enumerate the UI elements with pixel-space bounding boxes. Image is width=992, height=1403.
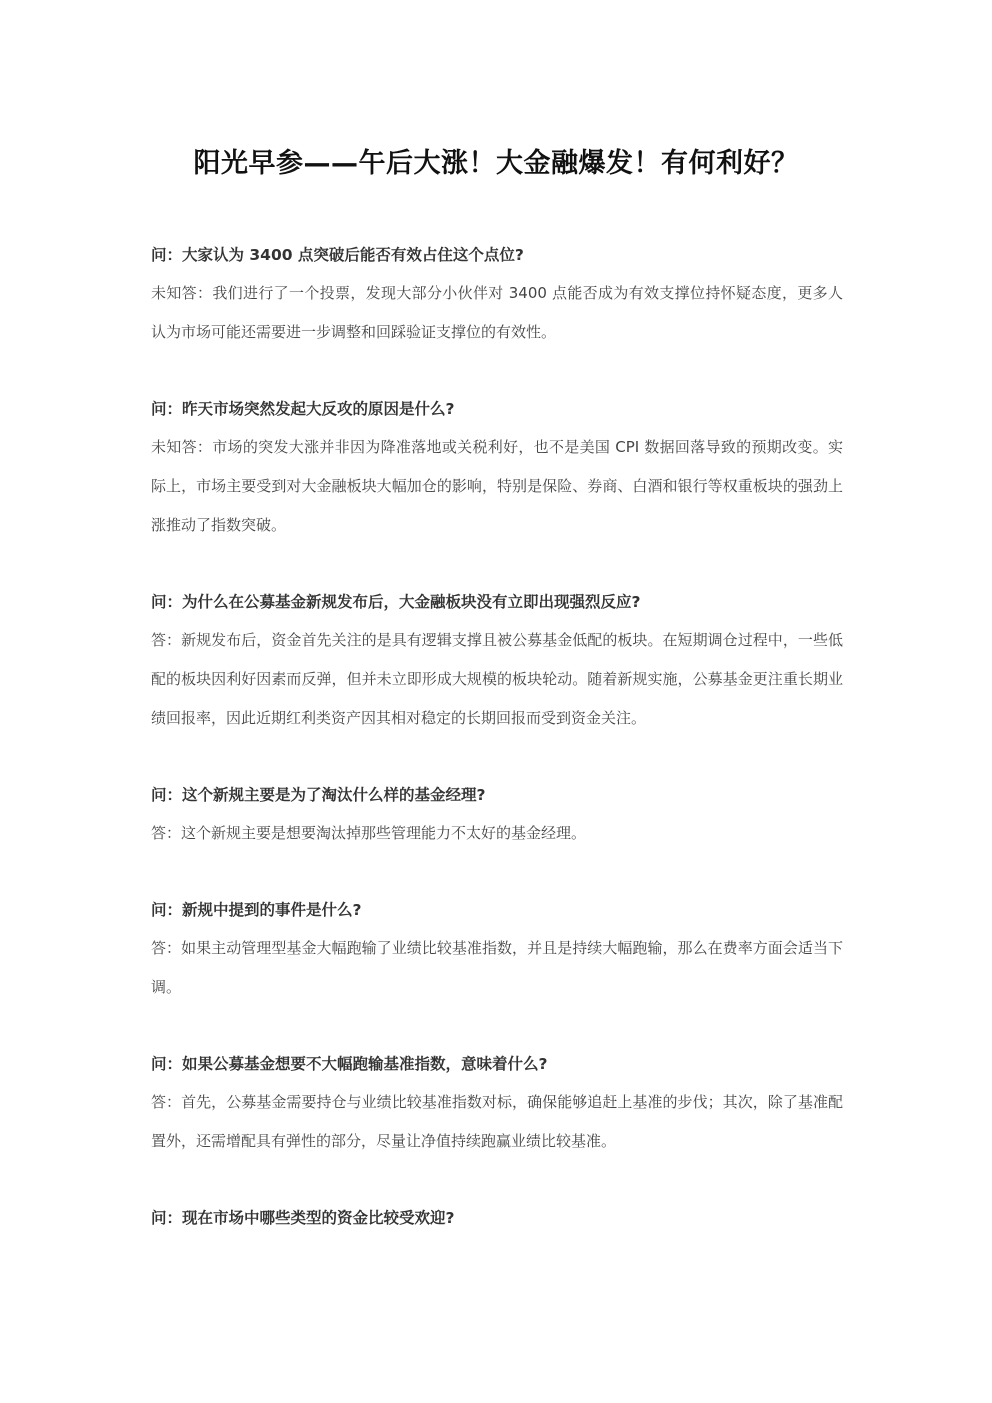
- qa-item: [151, 776, 843, 853]
- question: 问：昨天市场突然发起大反攻的原因是什么?: [151, 400, 455, 418]
- qa-item: [151, 583, 843, 738]
- question: 问：现在市场中哪些类型的资金比较受欢迎?: [151, 1209, 455, 1227]
- qa-item: [151, 236, 843, 352]
- document-title: 阳光早参——午后大涨！大金融爆发！有何利好？: [193, 148, 799, 179]
- answer: 答：首先，公募基金需要持仓与业绩比较基准指数对标，确保能够追赶上基准的步伐；其次，除了基准配置外，还需增配具有弹性的部分，尽量让净值持续跑赢业绩比较基准。: [151, 1093, 843, 1150]
- qa-item: [151, 390, 843, 545]
- question: 问：新规中提到的事件是什么?: [151, 901, 362, 919]
- question: 问：如果公募基金想要不大幅跑输基准指数，意味着什么?: [151, 1055, 548, 1073]
- answer: 答：如果主动管理型基金大幅跑输了业绩比较基准指数，并且是持续大幅跑输，那么在费率方面会适当下调。: [151, 939, 843, 996]
- qa-item: [151, 1045, 843, 1161]
- qa-item: [151, 891, 843, 1007]
- qa-item: [151, 1199, 843, 1237]
- answer: 答：新规发布后，资金首先关注的是具有逻辑支撑且被公募基金低配的板块。在短期调仓过程中，一些低配的板块因利好因素而反弹，但并未立即形成大规模的板块轮动。随着新规实施，公募基金更注重长期业绩回报率，因此近期红利类资产因其相对稳定的长期回报而受到资金关注。: [151, 631, 843, 727]
- answer: 未知答：市场的突发大涨并非因为降准落地或关税利好，也不是美国 CPI 数据回落导致的预期改变。实际上，市场主要受到对大金融板块大幅加仓的影响，特别是保险、券商、白酒和银行等权重板块的强劲上涨推动了指数突破。: [151, 438, 843, 534]
- answer: 答：这个新规主要是想要淘汰掉那些管理能力不太好的基金经理。: [151, 824, 587, 842]
- question: 问：大家认为 3400 点突破后能否有效占住这个点位?: [151, 246, 524, 264]
- qa-list: [151, 236, 843, 1275]
- answer: 未知答：我们进行了一个投票，发现大部分小伙伴对 3400 点能否成为有效支撑位持怀疑态度，更多人认为市场可能还需要进一步调整和回踩验证支撑位的有效性。: [151, 284, 843, 341]
- question: 问：这个新规主要是为了淘汰什么样的基金经理?: [151, 786, 486, 804]
- question: 问：为什么在公募基金新规发布后，大金融板块没有立即出现强烈反应?: [151, 593, 641, 611]
